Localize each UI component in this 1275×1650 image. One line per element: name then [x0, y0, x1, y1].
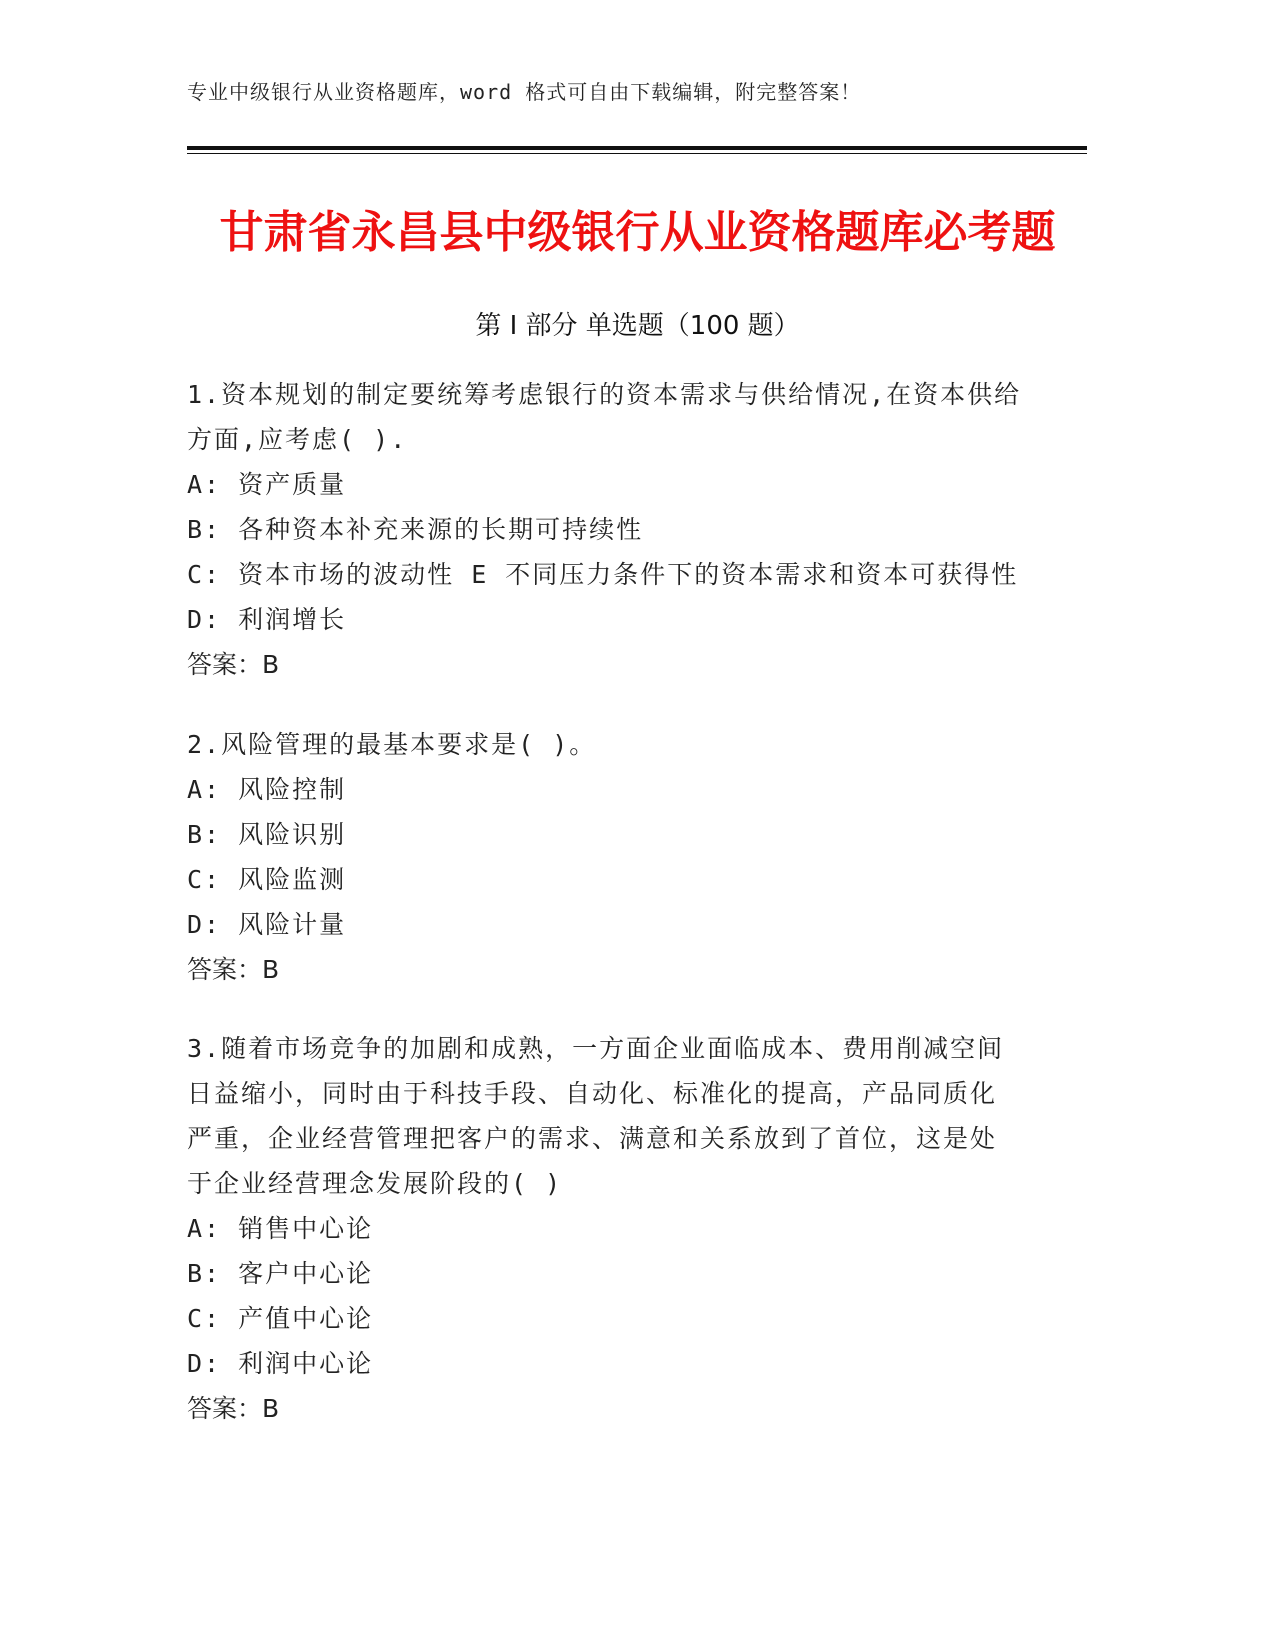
- question-stem-line: 严重，企业经营管理把客户的需求、满意和关系放到了首位，这是处: [187, 1124, 998, 1153]
- question-2: [187, 722, 1067, 992]
- option-a: A: 资产质量: [187, 470, 347, 499]
- question-stem-line: 方面,应考虑( ).: [187, 425, 408, 454]
- question-3: [187, 1026, 1067, 1431]
- header-divider-thin: [187, 153, 1087, 154]
- question-stem-line: 3.随着市场竞争的加剧和成熟，一方面企业面临成本、费用削减空间: [187, 1034, 1005, 1063]
- answer: 答案：B: [187, 955, 280, 984]
- option-b: B: 各种资本补充来源的长期可持续性: [187, 515, 644, 544]
- option-c: C: 风险监测: [187, 865, 347, 894]
- answer: 答案：B: [187, 1394, 280, 1423]
- option-c: C: 产值中心论: [187, 1304, 374, 1333]
- option-a: A: 销售中心论: [187, 1214, 374, 1243]
- option-c: C: 资本市场的波动性 E 不同压力条件下的资本需求和资本可获得性: [187, 560, 1019, 589]
- option-d: D: 风险计量: [187, 910, 347, 939]
- option-a: A: 风险控制: [187, 775, 347, 804]
- question-1: [187, 372, 1067, 687]
- option-b: B: 风险识别: [187, 820, 347, 849]
- header-note: 专业中级银行从业资格题库，word 格式可自由下载编辑，附完整答案！: [187, 80, 862, 104]
- question-stem-line: 1.资本规划的制定要统筹考虑银行的资本需求与供给情况,在资本供给: [187, 380, 1022, 409]
- document-title: 甘肃省永昌县中级银行从业资格题库必考题: [219, 207, 1056, 258]
- option-b: B: 客户中心论: [187, 1259, 374, 1288]
- section-heading: 第 I 部分 单选题（100 题）: [475, 311, 800, 341]
- question-stem-line: 日益缩小，同时由于科技手段、自动化、标准化的提高，产品同质化: [187, 1079, 998, 1108]
- question-stem-line: 于企业经营理念发展阶段的( ): [187, 1169, 563, 1198]
- answer: 答案：B: [187, 650, 280, 679]
- header-divider-thick: [187, 146, 1087, 150]
- option-d: D: 利润中心论: [187, 1349, 374, 1378]
- question-stem-line: 2.风险管理的最基本要求是( )。: [187, 730, 597, 759]
- option-d: D: 利润增长: [187, 605, 347, 634]
